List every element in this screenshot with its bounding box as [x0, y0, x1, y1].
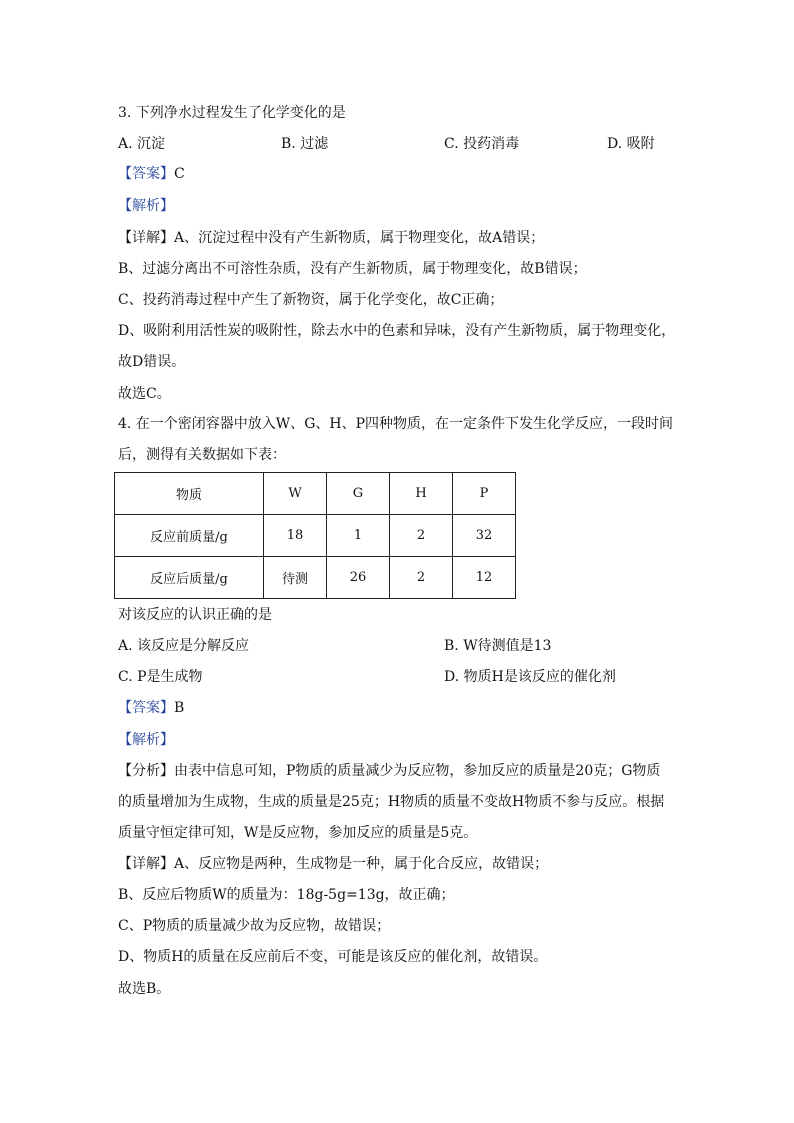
- analysis-sub-tag: 【分析】: [118, 763, 174, 779]
- table-cell: H: [390, 473, 453, 515]
- q4-detail-line: D、物质H的质量在反应前后不变，可能是该反应的催化剂，故错误。: [118, 949, 548, 965]
- q4-conclusion: 故选B。: [118, 981, 171, 997]
- table-cell: 12: [453, 557, 516, 599]
- q3-option-a: A. 沉淀: [118, 136, 166, 152]
- q4-answer: [118, 698, 184, 718]
- q3-analysis-tag: 【解析】: [118, 198, 174, 214]
- table-cell: 26: [327, 557, 390, 599]
- q4-detail-line: [118, 854, 548, 874]
- q4-stem: 4. 在一个密闭容器中放入W、G、H、P四种物质，在一定条件下发生化学反应，一段时间: [118, 416, 674, 432]
- q3-detail-line: B、过滤分离出不可溶性杂质，没有产生新物质，属于物理变化，故B错误；: [118, 261, 587, 277]
- table-cell: 1: [327, 515, 390, 557]
- q4-option-a: A. 该反应是分解反应: [118, 638, 250, 654]
- table-header-row: [115, 473, 516, 515]
- table-cell: 反应后质量/g: [115, 557, 264, 599]
- q4-detail-line: B、反应后物质W的质量为：18g-5g=13g，故正确；: [118, 887, 455, 903]
- table-cell: 2: [390, 557, 453, 599]
- table-cell: 18: [264, 515, 327, 557]
- table-cell: G: [327, 473, 390, 515]
- q4-analysis-line: 质量守恒定律可知，W是反应物，参加反应的质量是5克。: [118, 825, 478, 841]
- q3-option-b: B. 过滤: [281, 136, 329, 152]
- q4-analysis-tag: 【解析】: [118, 732, 174, 748]
- q4-stem: 后，测得有关数据如下表：: [118, 447, 286, 463]
- table-cell: P: [453, 473, 516, 515]
- q4-analysis-line: [118, 761, 660, 781]
- answer-tag: 【答案】: [118, 166, 174, 182]
- detail-text: A、沉淀过程中没有产生新物质，属于物理变化，故A错误；: [174, 230, 545, 246]
- q3-option-c: C. 投药消毒: [444, 136, 520, 152]
- answer-tag: 【答案】: [118, 700, 174, 716]
- q3-conclusion: 故选C。: [118, 386, 171, 402]
- q3-option-d: D. 吸附: [607, 136, 655, 152]
- q3-detail-line: D、吸附利用活性炭的吸附性，除去水中的色素和异味，没有产生新物质，属于物理变化，: [118, 323, 676, 339]
- q3-detail-line: [118, 228, 544, 248]
- table-row: [115, 515, 516, 557]
- detail-tag: 【详解】: [118, 856, 174, 872]
- table-row: [115, 557, 516, 599]
- q4-analysis-line: 的质量增加为生成物，生成的质量是25克；H物质的质量不变故H物质不参与反应。根据: [118, 794, 665, 810]
- q4-detail-line: C、P物质的质量减少故为反应物，故错误；: [118, 918, 391, 934]
- table-cell: 2: [390, 515, 453, 557]
- table-cell: 反应前质量/g: [115, 515, 264, 557]
- detail-tag: 【详解】: [118, 230, 174, 246]
- q4-option-b: B. W待测值是13: [444, 638, 552, 654]
- q3-stem: 3. 下列净水过程发生了化学变化的是: [118, 105, 346, 121]
- detail-text: A、反应物是两种，生成物是一种，属于化合反应，故错误；: [174, 856, 549, 872]
- q3-detail-line: C、投药消毒过程中产生了新物资，属于化学变化，故C正确；: [118, 292, 504, 308]
- table-cell: 32: [453, 515, 516, 557]
- table-cell: 物质: [115, 473, 264, 515]
- q3-answer: [118, 164, 185, 184]
- data-table: [114, 472, 516, 599]
- answer-value: C: [174, 166, 185, 182]
- q4-option-d: D. 物质H是该反应的催化剂: [444, 669, 616, 685]
- analysis-text: 由表中信息可知，P物质的质量减少为反应物，参加反应的质量是20克；G物质: [174, 763, 661, 779]
- q4-option-c: C. P是生成物: [118, 669, 203, 685]
- q4-question: 对该反应的认识正确的是: [118, 607, 272, 623]
- table-cell: 待测: [264, 557, 327, 599]
- answer-value: B: [174, 700, 185, 716]
- table-cell: W: [264, 473, 327, 515]
- q3-detail-line: 故D错误。: [118, 354, 186, 370]
